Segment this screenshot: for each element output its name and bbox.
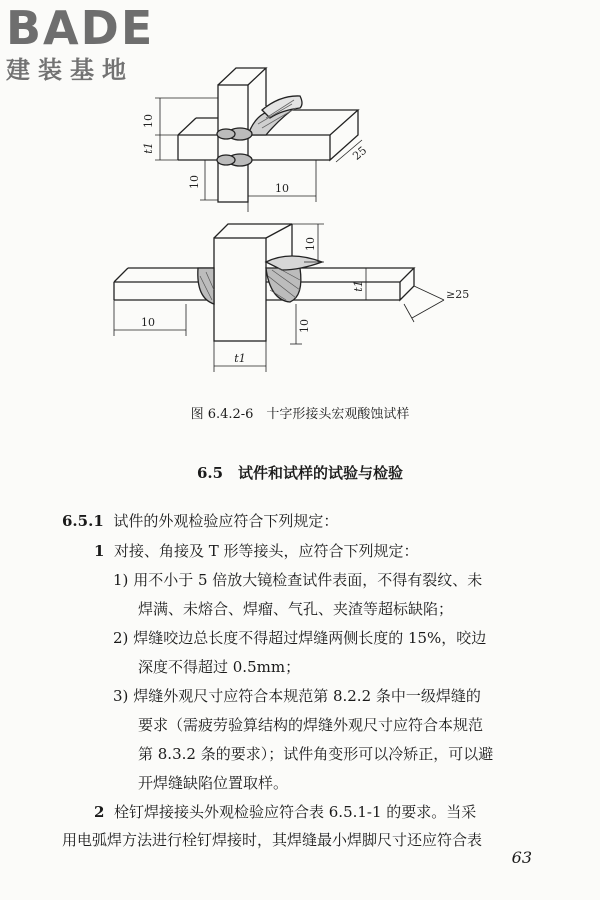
- sub-item-3-number: 3): [113, 687, 129, 705]
- bottom-dim-10-upper: 10: [304, 237, 317, 251]
- sub-item-3-line-2: 要求（需疲劳验算结构的焊缝外观尺寸应符合本规范: [138, 716, 484, 734]
- logo-subtitle: 建装基地: [6, 56, 134, 84]
- sub-item-2-line-1: [113, 628, 486, 648]
- item-2-line-1: [94, 802, 476, 822]
- logo-brand: BADE: [6, 1, 155, 55]
- sub-item-1-line-2: 焊满、未熔合、焊瘤、气孔、夹渣等超标缺陷；: [138, 600, 454, 618]
- clause-6-5-1: [62, 511, 338, 531]
- item-2-text-1: 栓钉焊接接头外观检验应符合表 6.5.1-1 的要求。当采: [113, 803, 477, 821]
- sub-item-3-line-4: 开焊缝缺陷位置取样。: [138, 774, 289, 792]
- item-1-number: 1: [94, 542, 105, 560]
- bottom-specimen: [114, 224, 469, 372]
- item-2-number: 2: [94, 803, 105, 821]
- item-1-text: 对接、角接及 T 形等接头，应符合下列规定：: [113, 542, 419, 560]
- top-dim-10-upper: 10: [142, 114, 155, 128]
- top-dim-10-lower: 10: [188, 175, 201, 189]
- sub-item-2-line-2: 深度不得超过 0.5mm；: [138, 658, 301, 676]
- sub-item-3-line-3: 第 8.3.2 条的要求）；试件角变形可以冷矫正，可以避: [138, 745, 494, 763]
- bottom-dim-10-lower: 10: [298, 319, 311, 333]
- sub-item-3-line-1: [113, 686, 481, 706]
- cruciform-specimen-figure: [0, 0, 600, 400]
- sub-item-1-line-1: [113, 570, 482, 590]
- bottom-dim-10-left: 10: [141, 316, 155, 329]
- clause-text: 试件的外观检验应符合下列规定：: [113, 512, 339, 530]
- top-dim-25: 25: [350, 143, 370, 163]
- sub-item-1-text-1: 用不小于 5 倍放大镜检查试件表面，不得有裂纹、未: [133, 571, 483, 589]
- sub-item-1-number: 1): [113, 571, 129, 589]
- top-specimen: [142, 68, 369, 212]
- top-dim-10-bottom: 10: [275, 182, 289, 195]
- bottom-dim-ge25: ≥25: [446, 288, 470, 301]
- page-number: 63: [511, 848, 532, 867]
- figure-caption: 图 6.4.2-6 十字形接头宏观酸蚀试样: [190, 407, 410, 422]
- sub-item-3-text-1: 焊缝外观尺寸应符合本规范第 8.2.2 条中一级焊缝的: [133, 687, 481, 705]
- sub-item-2-text-1: 焊缝咬边总长度不得超过焊缝两侧长度的 15%，咬边: [133, 629, 487, 647]
- section-heading: 6.5 试件和试样的试验与检验: [196, 464, 404, 482]
- top-dim-t1: t1: [142, 142, 155, 154]
- sub-item-2-number: 2): [113, 629, 129, 647]
- clause-number: 6.5.1: [62, 512, 104, 530]
- item-1: [94, 541, 419, 561]
- bottom-dim-t1-right: t1: [352, 280, 365, 292]
- item-2-line-2: 用电弧焊方法进行栓钉焊接时，其焊缝最小焊脚尺寸还应符合表: [62, 831, 483, 849]
- bottom-dim-t1: t1: [234, 352, 246, 365]
